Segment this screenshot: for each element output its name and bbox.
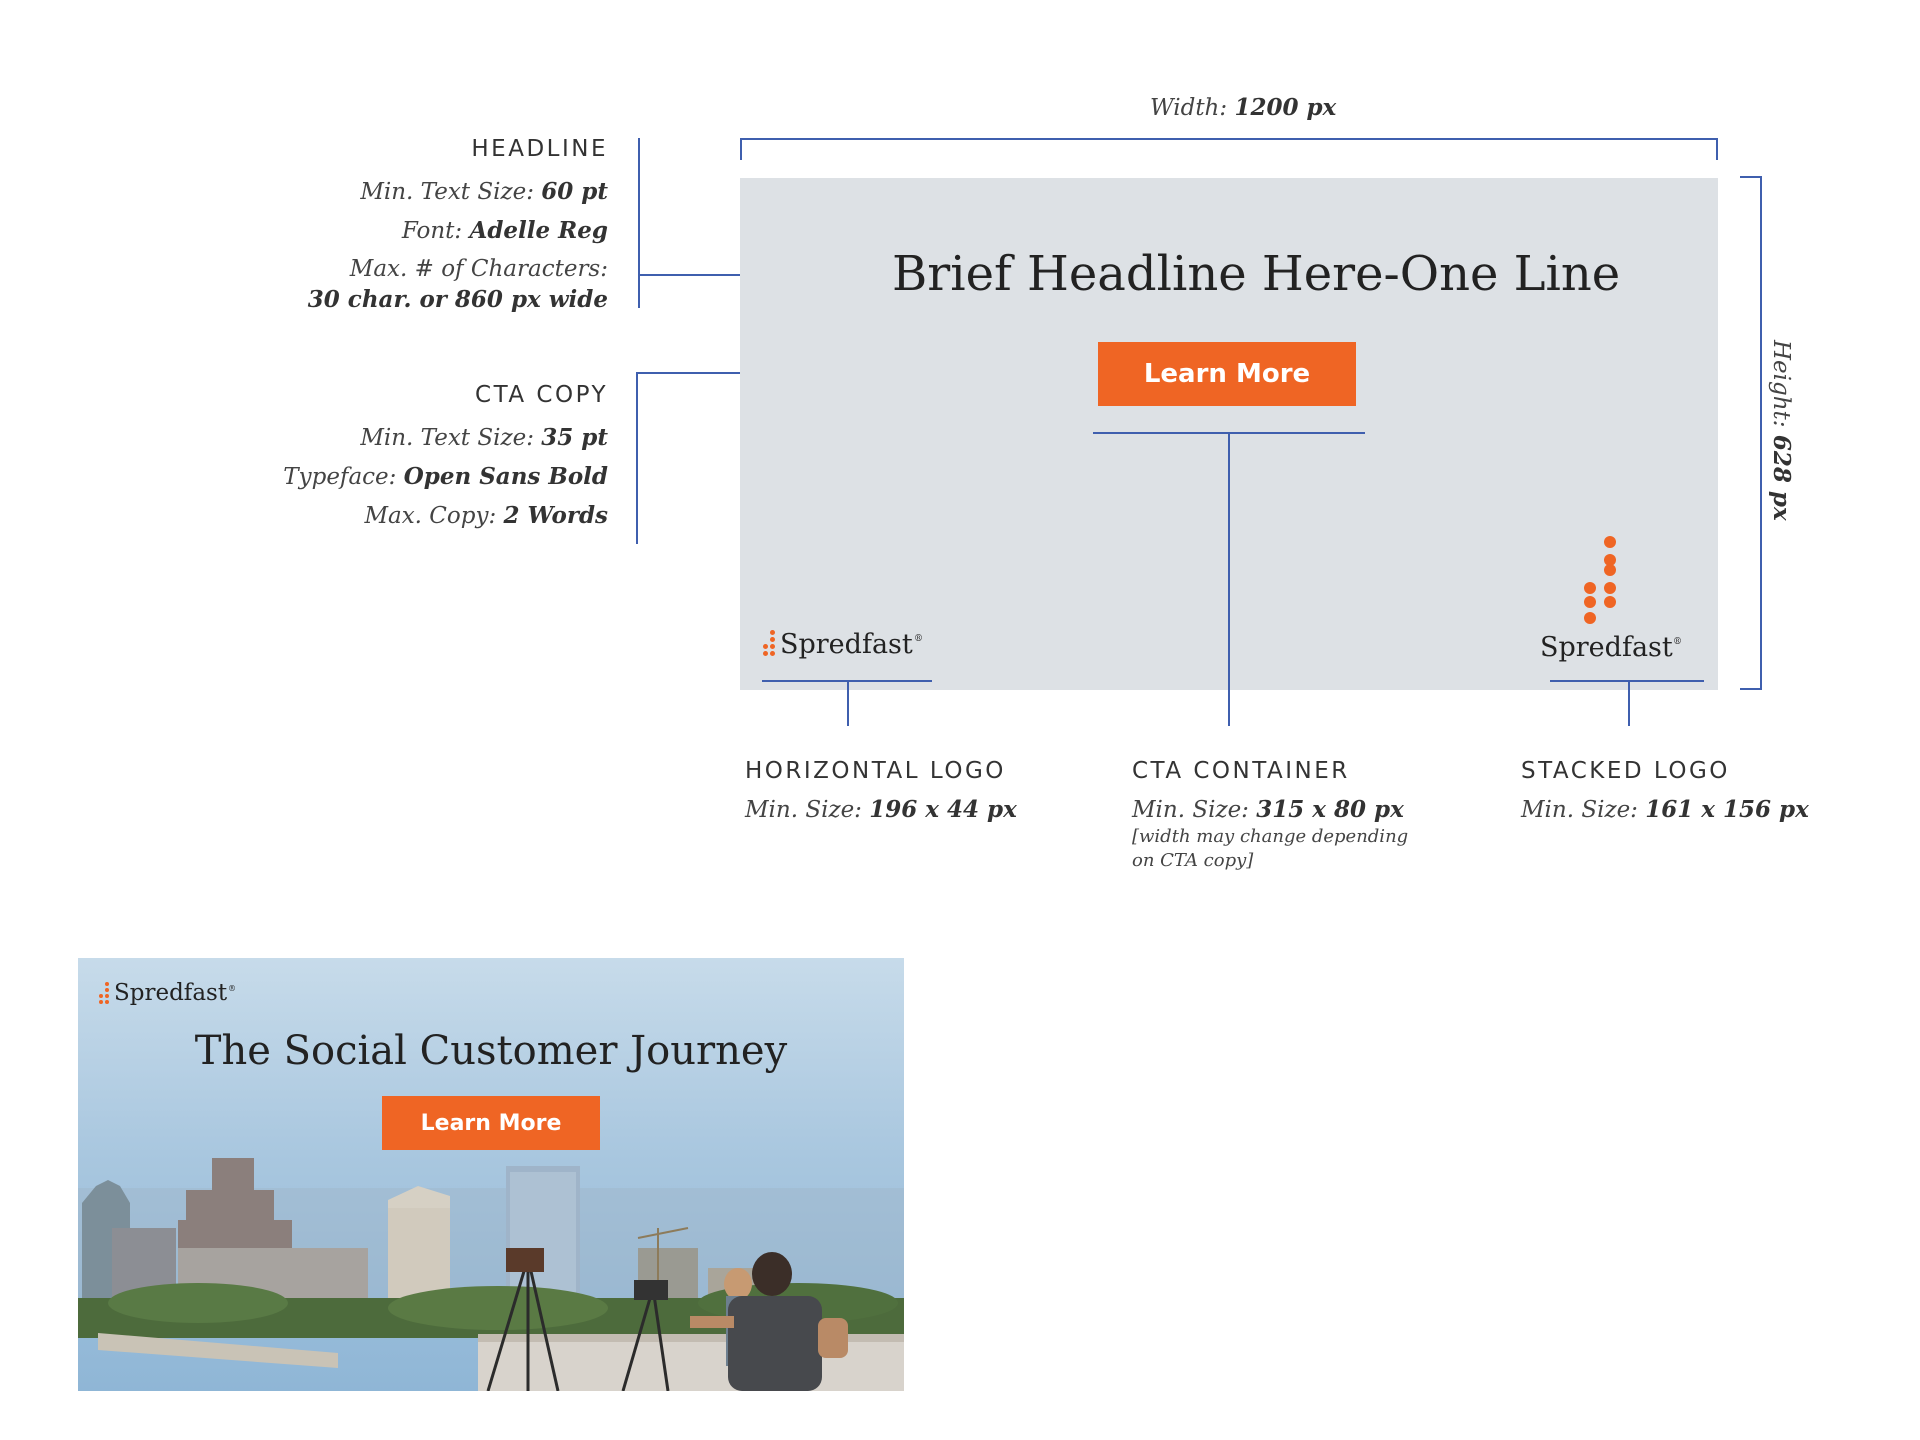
example-headline: The Social Customer Journey <box>194 1028 788 1074</box>
example-logo <box>98 980 238 1010</box>
cta-copy-typeface: Typeface: Open Sans Bold <box>283 463 608 490</box>
cta-container-spec <box>1132 758 1422 873</box>
horizontal-logo-spec-title: HORIZONTAL LOGO <box>745 758 1006 784</box>
stacked-logo-min-size: Min. Size: 161 x 156 px <box>1521 796 1809 823</box>
cta-container-connector <box>1228 434 1230 726</box>
template-cta-button[interactable]: Learn More <box>1098 342 1356 406</box>
stacked-logo-registered: ® <box>1673 637 1682 647</box>
template-headline: Brief Headline Here-One Line <box>892 246 1621 302</box>
cta-container-min-size: Min. Size: 315 x 80 px <box>1132 796 1404 823</box>
horizontal-logo-spec <box>745 758 1017 823</box>
height-bracket-top-tick <box>1740 176 1762 178</box>
headline-spec-title: HEADLINE <box>471 136 608 162</box>
stacked-logo-spec-title: STACKED LOGO <box>1521 758 1730 784</box>
example-logo-mark-icon <box>98 980 110 1008</box>
horizontal-logo-mark-icon <box>762 628 776 664</box>
horizontal-logo-min-size: Min. Size: 196 x 44 px <box>745 796 1017 823</box>
width-bracket-left-tick <box>740 138 742 160</box>
cta-copy-max-copy: Max. Copy: 2 Words <box>364 502 608 529</box>
stacked-logo-mark-icon <box>1584 536 1620 632</box>
width-label: Width: 1200 px <box>1150 94 1337 121</box>
headline-max-chars-label: Max. # of Characters: <box>349 256 608 282</box>
stacked-logo-spec <box>1521 758 1809 823</box>
horizontal-logo <box>762 628 922 664</box>
height-bracket-bottom-tick <box>1740 688 1762 690</box>
cta-copy-spec-bracket <box>636 372 638 544</box>
headline-max-chars-value: 30 char. or 860 px wide <box>307 286 608 313</box>
cta-copy-spec-title: CTA COPY <box>475 382 608 408</box>
width-bracket-right-tick <box>1716 138 1718 160</box>
headline-font: Font: Adelle Reg <box>401 217 608 244</box>
stacked-logo-underline <box>1550 680 1704 682</box>
example-ad <box>78 958 904 1391</box>
headline-spec-bracket <box>638 138 640 308</box>
cta-container-spec-title: CTA CONTAINER <box>1132 758 1350 784</box>
horizontal-logo-registered: ® <box>914 634 923 644</box>
stacked-logo-text: Spredfast <box>1540 632 1673 663</box>
example-logo-text: Spredfast <box>114 980 228 1006</box>
width-bracket <box>740 138 1718 140</box>
horizontal-logo-connector <box>847 682 849 726</box>
horizontal-logo-text: Spredfast <box>780 629 913 660</box>
headline-spec <box>260 136 608 162</box>
cta-copy-spec <box>260 382 608 408</box>
height-label: Height: 628 px <box>1768 340 1795 521</box>
height-bracket <box>1760 176 1762 690</box>
example-cta-button[interactable]: Learn More <box>382 1096 600 1150</box>
city-skyline-photo <box>78 958 904 1391</box>
stacked-logo <box>1540 536 1680 668</box>
cta-copy-min-size: Min. Text Size: 35 pt <box>360 424 608 451</box>
cta-container-note: [width may change depending on CTA copy] <box>1132 826 1409 871</box>
headline-min-size: Min. Text Size: 60 pt <box>360 178 608 205</box>
stacked-logo-connector <box>1628 682 1630 726</box>
example-logo-registered: ® <box>228 984 236 993</box>
